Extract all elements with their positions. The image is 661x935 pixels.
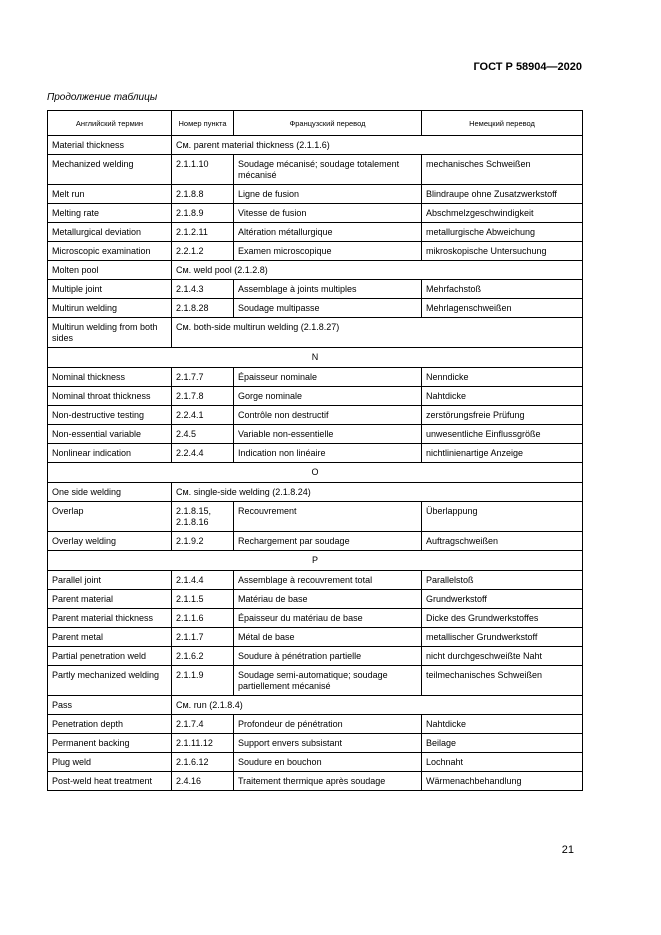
german-translation: Grundwerkstoff xyxy=(422,590,583,609)
german-translation: metallurgische Abweichung xyxy=(422,223,583,242)
section-letter-row xyxy=(48,551,583,571)
french-translation: Support envers subsistant xyxy=(234,734,422,753)
french-translation: Indication non linéaire xyxy=(234,444,422,463)
french-translation: Gorge nominale xyxy=(234,387,422,406)
german-translation: Wärmenachbehandlung xyxy=(422,772,583,791)
german-translation: Überlappung xyxy=(422,502,583,532)
german-translation: Mehrfachstoß xyxy=(422,280,583,299)
section-letter: N xyxy=(48,348,583,368)
english-term: Mechanized welding xyxy=(48,155,172,185)
clause-number: 2.1.1.5 xyxy=(172,590,234,609)
french-translation: Traitement thermique après soudage xyxy=(234,772,422,791)
english-term: Plug weld xyxy=(48,753,172,772)
french-translation: Altération métallurgique xyxy=(234,223,422,242)
clause-number: 2.1.11.12 xyxy=(172,734,234,753)
clause-number: 2.1.1.9 xyxy=(172,666,234,696)
french-translation: Vitesse de fusion xyxy=(234,204,422,223)
french-translation: Métal de base xyxy=(234,628,422,647)
english-term: Nominal throat thickness xyxy=(48,387,172,406)
german-translation: mikroskopische Untersuchung xyxy=(422,242,583,261)
table-row xyxy=(48,299,583,318)
standard-designation: ГОСТ Р 58904—2020 xyxy=(473,61,582,73)
german-translation: teilmechanisches Schweißen xyxy=(422,666,583,696)
clause-number: 2.1.4.3 xyxy=(172,280,234,299)
table-caption: Продолжение таблицы xyxy=(47,92,158,103)
table-row xyxy=(48,136,583,155)
column-header-number: Номер пункта xyxy=(172,111,234,136)
english-term: Molten pool xyxy=(48,261,172,280)
cross-reference: См. weld pool (2.1.2.8) xyxy=(172,261,583,280)
german-translation: Dicke des Grundwerkstoffes xyxy=(422,609,583,628)
column-header-french: Французский перевод xyxy=(234,111,422,136)
german-translation: nicht durchgeschweißte Naht xyxy=(422,647,583,666)
german-translation: Parallelstoß xyxy=(422,571,583,590)
french-translation: Profondeur de pénétration xyxy=(234,715,422,734)
english-term: One side welding xyxy=(48,483,172,502)
table-body xyxy=(48,136,583,791)
column-header-english: Английский термин xyxy=(48,111,172,136)
section-letter-row xyxy=(48,463,583,483)
german-translation: Abschmelzgeschwindigkeit xyxy=(422,204,583,223)
table-row xyxy=(48,532,583,551)
french-translation: Soudage mécanisé; soudage totalement mécanisé xyxy=(234,155,422,185)
table-row xyxy=(48,483,583,502)
clause-number: 2.1.4.4 xyxy=(172,571,234,590)
table-header-row xyxy=(48,111,583,136)
clause-number: 2.1.7.8 xyxy=(172,387,234,406)
english-term: Overlay welding xyxy=(48,532,172,551)
german-translation: mechanisches Schweißen xyxy=(422,155,583,185)
german-translation: Auftragschweißen xyxy=(422,532,583,551)
clause-number: 2.2.4.4 xyxy=(172,444,234,463)
french-translation: Épaisseur nominale xyxy=(234,368,422,387)
section-letter: P xyxy=(48,551,583,571)
table-row xyxy=(48,261,583,280)
french-translation: Variable non-essentielle xyxy=(234,425,422,444)
english-term: Parallel joint xyxy=(48,571,172,590)
english-term: Non-essential variable xyxy=(48,425,172,444)
clause-number: 2.4.5 xyxy=(172,425,234,444)
english-term: Non-destructive testing xyxy=(48,406,172,425)
clause-number: 2.1.1.10 xyxy=(172,155,234,185)
table-row xyxy=(48,571,583,590)
table-row xyxy=(48,715,583,734)
french-translation: Soudure en bouchon xyxy=(234,753,422,772)
french-translation: Ligne de fusion xyxy=(234,185,422,204)
german-translation: Nenndicke xyxy=(422,368,583,387)
cross-reference: См. both-side multirun welding (2.1.8.27) xyxy=(172,318,583,348)
english-term: Parent metal xyxy=(48,628,172,647)
table-row xyxy=(48,242,583,261)
english-term: Material thickness xyxy=(48,136,172,155)
english-term: Pass xyxy=(48,696,172,715)
english-term: Post-weld heat treatment xyxy=(48,772,172,791)
table-row xyxy=(48,647,583,666)
table-row xyxy=(48,387,583,406)
table-row xyxy=(48,406,583,425)
clause-number: 2.1.8.8 xyxy=(172,185,234,204)
clause-number: 2.4.16 xyxy=(172,772,234,791)
french-translation: Assemblage à recouvrement total xyxy=(234,571,422,590)
german-translation: metallischer Grundwerkstoff xyxy=(422,628,583,647)
clause-number: 2.1.7.7 xyxy=(172,368,234,387)
table-row xyxy=(48,502,583,532)
german-translation: Lochnaht xyxy=(422,753,583,772)
clause-number: 2.1.9.2 xyxy=(172,532,234,551)
english-term: Nonlinear indication xyxy=(48,444,172,463)
english-term: Nominal thickness xyxy=(48,368,172,387)
german-translation: Blindraupe ohne Zusatzwerkstoff xyxy=(422,185,583,204)
table-row xyxy=(48,609,583,628)
table-row xyxy=(48,204,583,223)
page-number: 21 xyxy=(561,844,574,856)
english-term: Melting rate xyxy=(48,204,172,223)
clause-number: 2.2.1.2 xyxy=(172,242,234,261)
french-translation: Rechargement par soudage xyxy=(234,532,422,551)
table-row xyxy=(48,368,583,387)
table-row xyxy=(48,444,583,463)
table-row xyxy=(48,696,583,715)
french-translation: Assemblage à joints multiples xyxy=(234,280,422,299)
clause-number: 2.1.6.2 xyxy=(172,647,234,666)
clause-number: 2.1.8.28 xyxy=(172,299,234,318)
table-row xyxy=(48,425,583,444)
clause-number: 2.1.2.11 xyxy=(172,223,234,242)
table-row xyxy=(48,628,583,647)
french-translation: Matériau de base xyxy=(234,590,422,609)
german-translation: Nahtdicke xyxy=(422,715,583,734)
english-term: Partly mechanized welding xyxy=(48,666,172,696)
german-translation: unwesentliche Einflussgröße xyxy=(422,425,583,444)
german-translation: zerstörungsfreie Prüfung xyxy=(422,406,583,425)
english-term: Overlap xyxy=(48,502,172,532)
table-row xyxy=(48,753,583,772)
table-row xyxy=(48,734,583,753)
table-row xyxy=(48,223,583,242)
english-term: Multiple joint xyxy=(48,280,172,299)
french-translation: Soudage semi-automatique; soudage partiellement mécanisé xyxy=(234,666,422,696)
cross-reference: См. run (2.1.8.4) xyxy=(172,696,583,715)
french-translation: Examen microscopique xyxy=(234,242,422,261)
clause-number: 2.1.6.12 xyxy=(172,753,234,772)
terms-table xyxy=(47,110,583,791)
german-translation: Mehrlagenschweißen xyxy=(422,299,583,318)
table-row xyxy=(48,318,583,348)
clause-number: 2.2.4.1 xyxy=(172,406,234,425)
clause-number: 2.1.1.6 xyxy=(172,609,234,628)
french-translation: Recouvrement xyxy=(234,502,422,532)
clause-number: 2.1.7.4 xyxy=(172,715,234,734)
clause-number: 2.1.1.7 xyxy=(172,628,234,647)
english-term: Metallurgical deviation xyxy=(48,223,172,242)
cross-reference: См. single-side welding (2.1.8.24) xyxy=(172,483,583,502)
french-translation: Soudure à pénétration partielle xyxy=(234,647,422,666)
english-term: Penetration depth xyxy=(48,715,172,734)
english-term: Parent material xyxy=(48,590,172,609)
column-header-german: Немецкий перевод xyxy=(422,111,583,136)
section-letter: O xyxy=(48,463,583,483)
english-term: Multirun welding xyxy=(48,299,172,318)
clause-number: 2.1.8.15, 2.1.8.16 xyxy=(172,502,234,532)
english-term: Melt run xyxy=(48,185,172,204)
section-letter-row xyxy=(48,348,583,368)
table-row xyxy=(48,772,583,791)
clause-number: 2.1.8.9 xyxy=(172,204,234,223)
table-row xyxy=(48,280,583,299)
german-translation: Nahtdicke xyxy=(422,387,583,406)
english-term: Permanent backing xyxy=(48,734,172,753)
table-row xyxy=(48,155,583,185)
french-translation: Contrôle non destructif xyxy=(234,406,422,425)
french-translation: Épaisseur du matériau de base xyxy=(234,609,422,628)
english-term: Parent material thickness xyxy=(48,609,172,628)
table-row xyxy=(48,666,583,696)
english-term: Partial penetration weld xyxy=(48,647,172,666)
table-row xyxy=(48,185,583,204)
table-row xyxy=(48,590,583,609)
french-translation: Soudage multipasse xyxy=(234,299,422,318)
german-translation: nichtlinienartige Anzeige xyxy=(422,444,583,463)
english-term: Multirun welding from both sides xyxy=(48,318,172,348)
english-term: Microscopic examination xyxy=(48,242,172,261)
cross-reference: См. parent material thickness (2.1.1.6) xyxy=(172,136,583,155)
german-translation: Beilage xyxy=(422,734,583,753)
